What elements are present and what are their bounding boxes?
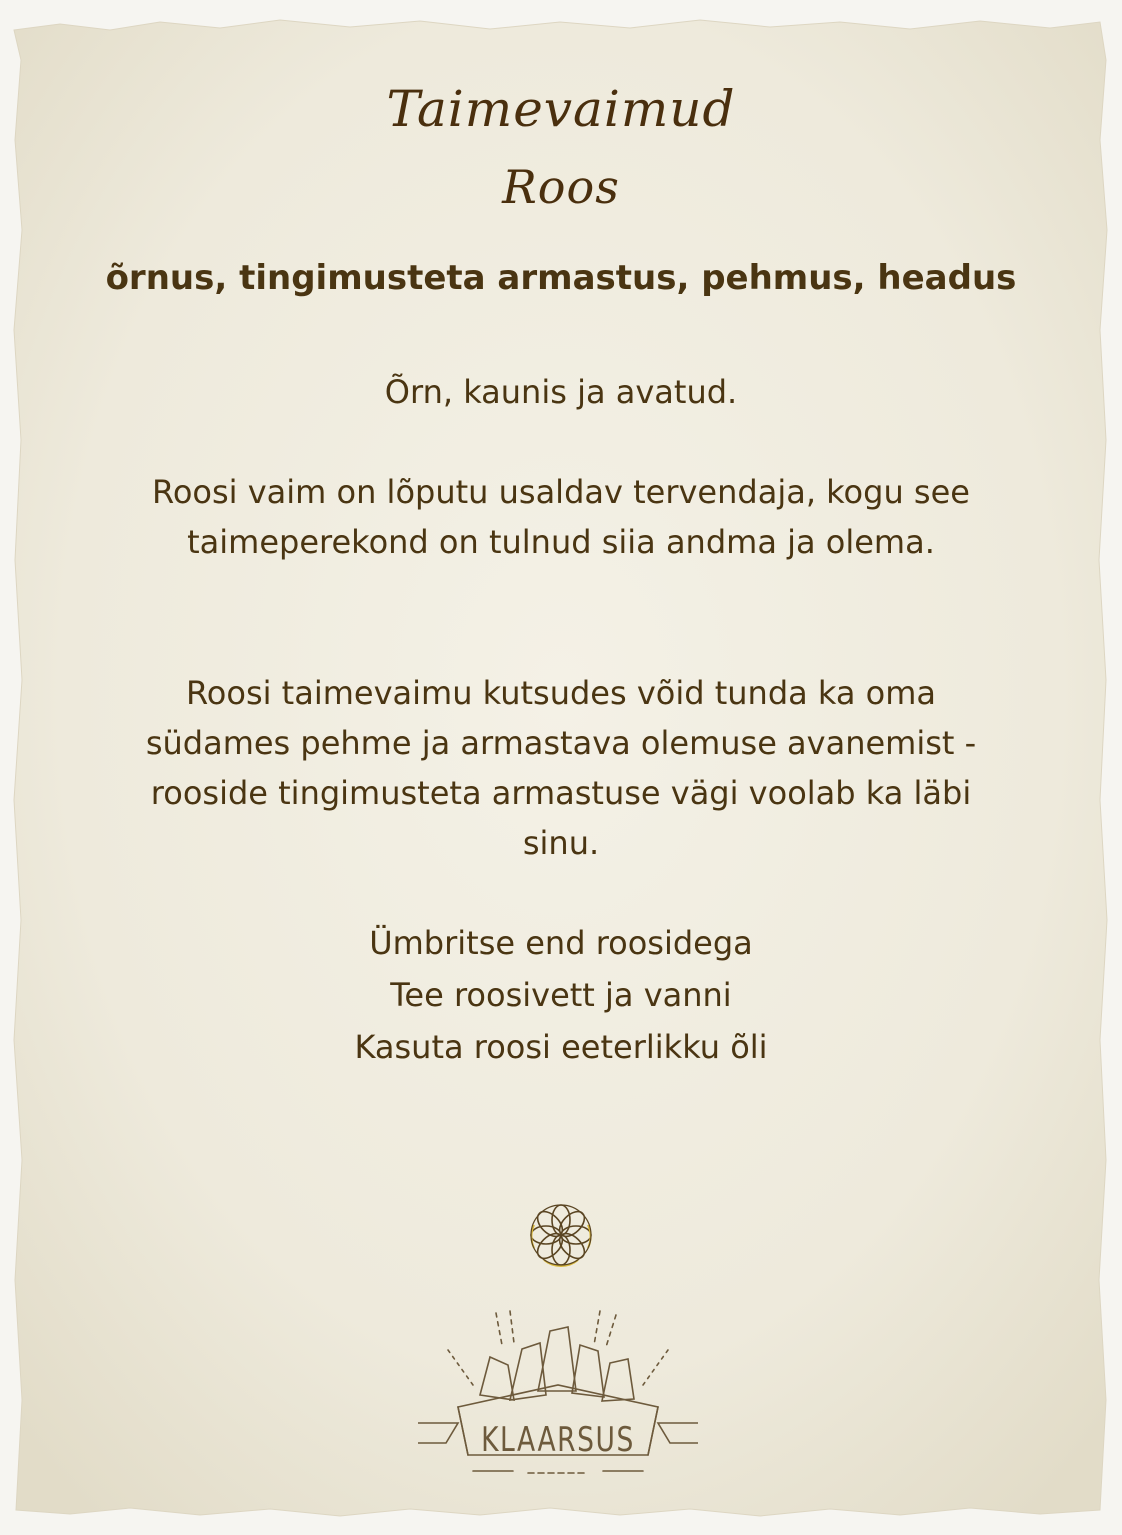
- intro-paragraph: Õrn, kaunis ja avatud.: [384, 373, 738, 411]
- list-item: Tee roosivett ja vanni: [390, 976, 732, 1014]
- invocation-paragraph: Roosi taimevaimu kutsudes võid tunda ka oma südames pehme ja armastava olemuse avanemist - rooside tingimusteta armastuse vägi voolab ka läbi sinu.: [145, 674, 977, 862]
- suggestions-list: [110, 917, 1012, 1073]
- description-paragraph: Roosi vaim on lõputu usaldav tervendaja, kogu see taimeperekond on tulnud siia andma ja olema.: [152, 473, 970, 561]
- brand-logo-text: KLAARSUS: [481, 1420, 635, 1460]
- plant-name: Roos: [502, 160, 620, 214]
- flower-of-life-icon: [516, 1190, 606, 1280]
- keywords-subtitle: õrnus, tingimusteta armastus, pehmus, headus: [105, 258, 1017, 298]
- list-item: Ümbritse end roosidega: [369, 924, 753, 962]
- page-title: Taimevaimud: [386, 80, 736, 138]
- list-item: Kasuta roosi eeterlikku õli: [354, 1028, 768, 1066]
